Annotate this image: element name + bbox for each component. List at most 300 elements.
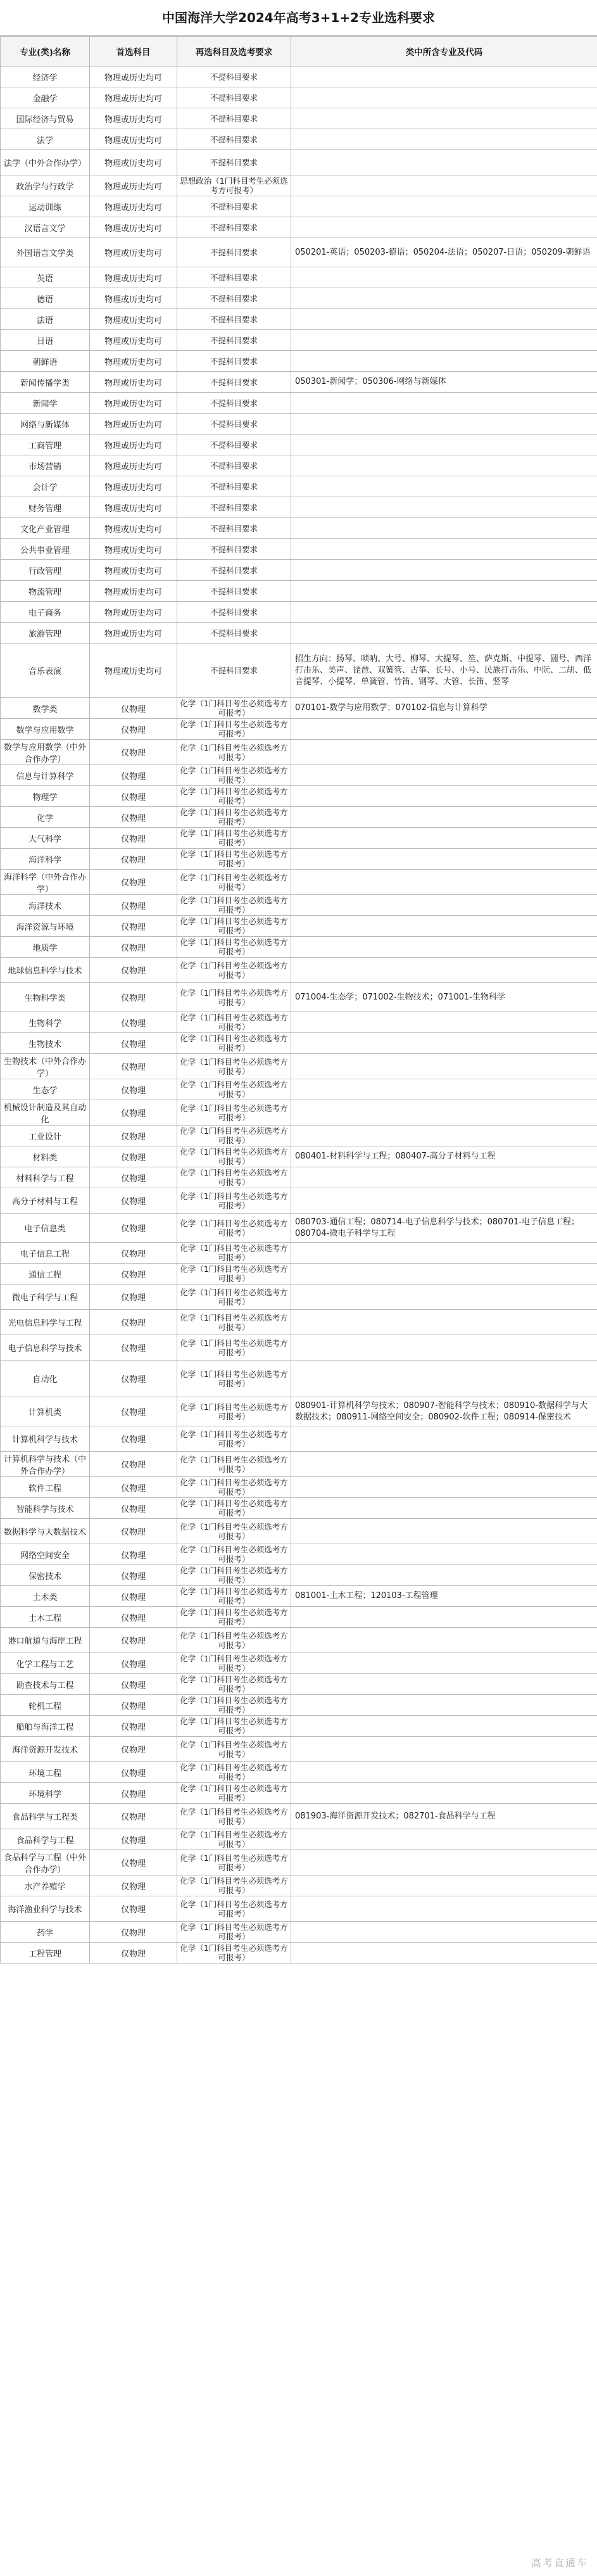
included-majors xyxy=(291,870,597,895)
first-subject: 物理或历史均可 xyxy=(90,267,177,288)
major-name: 旅游管理 xyxy=(1,623,90,644)
included-majors xyxy=(291,719,597,740)
first-subject: 仅物理 xyxy=(90,1519,177,1544)
major-name: 信息与计算科学 xyxy=(1,765,90,786)
first-subject: 仅物理 xyxy=(90,1426,177,1452)
included-majors xyxy=(291,807,597,828)
first-subject: 仅物理 xyxy=(90,1829,177,1850)
table-row xyxy=(1,1012,597,1033)
table-row xyxy=(1,644,597,698)
first-subject: 仅物理 xyxy=(90,916,177,937)
included-majors xyxy=(291,1361,597,1397)
table-row xyxy=(1,87,597,108)
second-subject-requirement: 不提科目要求 xyxy=(177,560,291,581)
first-subject: 仅物理 xyxy=(90,870,177,895)
second-subject-requirement: 化学（1门科目考生必须选考方可报考） xyxy=(177,895,291,916)
table-row xyxy=(1,1310,597,1335)
first-subject: 仅物理 xyxy=(90,1943,177,1964)
second-subject-requirement: 化学（1门科目考生必须选考方可报考） xyxy=(177,1519,291,1544)
included-majors xyxy=(291,267,597,288)
first-subject: 仅物理 xyxy=(90,1012,177,1033)
included-majors xyxy=(291,1737,597,1762)
requirements-table xyxy=(0,36,597,1964)
first-subject: 物理或历史均可 xyxy=(90,288,177,309)
major-name: 日语 xyxy=(1,330,90,351)
included-majors xyxy=(291,1452,597,1477)
second-subject-requirement: 化学（1门科目考生必须选考方可报考） xyxy=(177,1100,291,1126)
second-subject-requirement: 化学（1门科目考生必须选考方可报考） xyxy=(177,1397,291,1426)
included-majors xyxy=(291,1695,597,1716)
table-row xyxy=(1,560,597,581)
second-subject-requirement: 不提科目要求 xyxy=(177,67,291,87)
second-subject-requirement: 化学（1门科目考生必须选考方可报考） xyxy=(177,1285,291,1310)
major-name: 保密技术 xyxy=(1,1565,90,1586)
second-subject-requirement: 化学（1门科目考生必须选考方可报考） xyxy=(177,1653,291,1674)
watermark: 高考直通车 xyxy=(531,2557,588,2569)
major-name: 水产养殖学 xyxy=(1,1875,90,1896)
table-row xyxy=(1,1850,597,1875)
table-row xyxy=(1,1628,597,1653)
included-majors xyxy=(291,67,597,87)
included-majors xyxy=(291,1188,597,1214)
first-subject: 物理或历史均可 xyxy=(90,67,177,87)
table-row xyxy=(1,1167,597,1188)
included-majors xyxy=(291,1628,597,1653)
table-row xyxy=(1,1264,597,1285)
second-subject-requirement: 不提科目要求 xyxy=(177,602,291,623)
major-name: 土木工程 xyxy=(1,1607,90,1628)
major-name: 环境科学 xyxy=(1,1783,90,1804)
major-name: 高分子材料与工程 xyxy=(1,1188,90,1214)
included-majors xyxy=(291,1783,597,1804)
table-row xyxy=(1,1519,597,1544)
major-name: 工业设计 xyxy=(1,1126,90,1146)
table-row xyxy=(1,786,597,807)
table-row xyxy=(1,1335,597,1361)
second-subject-requirement: 化学（1门科目考生必须选考方可报考） xyxy=(177,870,291,895)
second-subject-requirement: 化学（1门科目考生必须选考方可报考） xyxy=(177,1695,291,1716)
major-name: 法语 xyxy=(1,309,90,330)
second-subject-requirement: 化学（1门科目考生必须选考方可报考） xyxy=(177,1674,291,1695)
included-majors xyxy=(291,497,597,518)
included-majors xyxy=(291,1054,597,1079)
table-row xyxy=(1,1829,597,1850)
table-row xyxy=(1,1762,597,1783)
first-subject: 仅物理 xyxy=(90,1126,177,1146)
first-subject: 仅物理 xyxy=(90,983,177,1012)
included-majors xyxy=(291,786,597,807)
major-name: 计算机类 xyxy=(1,1397,90,1426)
second-subject-requirement: 化学（1门科目考生必须选考方可报考） xyxy=(177,1737,291,1762)
included-majors xyxy=(291,765,597,786)
table-row xyxy=(1,150,597,175)
second-subject-requirement: 化学（1门科目考生必须选考方可报考） xyxy=(177,1607,291,1628)
second-subject-requirement: 化学（1门科目考生必须选考方可报考） xyxy=(177,1762,291,1783)
included-majors xyxy=(291,1829,597,1850)
table-row xyxy=(1,129,597,150)
major-name: 材料科学与工程 xyxy=(1,1167,90,1188)
first-subject: 物理或历史均可 xyxy=(90,581,177,602)
first-subject: 仅物理 xyxy=(90,1335,177,1361)
first-subject: 仅物理 xyxy=(90,1762,177,1783)
second-subject-requirement: 化学（1门科目考生必须选考方可报考） xyxy=(177,1875,291,1896)
table-row xyxy=(1,916,597,937)
first-subject: 物理或历史均可 xyxy=(90,393,177,414)
major-name: 食品科学与工程类 xyxy=(1,1804,90,1829)
first-subject: 仅物理 xyxy=(90,1653,177,1674)
second-subject-requirement: 不提科目要求 xyxy=(177,476,291,497)
second-subject-requirement: 不提科目要求 xyxy=(177,497,291,518)
second-subject-requirement: 不提科目要求 xyxy=(177,623,291,644)
table-row xyxy=(1,1054,597,1079)
major-name: 生物科学类 xyxy=(1,983,90,1012)
second-subject-requirement: 化学（1门科目考生必须选考方可报考） xyxy=(177,786,291,807)
table-row xyxy=(1,765,597,786)
first-subject: 仅物理 xyxy=(90,958,177,983)
included-majors xyxy=(291,849,597,870)
first-subject: 仅物理 xyxy=(90,1264,177,1285)
table-row xyxy=(1,828,597,849)
table-row xyxy=(1,1100,597,1126)
included-majors xyxy=(291,150,597,175)
table-row xyxy=(1,175,597,196)
major-name: 法学 xyxy=(1,129,90,150)
included-majors: 081903-海洋资源开发技术；082701-食品科学与工程 xyxy=(291,1804,597,1829)
major-name: 音乐表演 xyxy=(1,644,90,698)
second-subject-requirement: 化学（1门科目考生必须选考方可报考） xyxy=(177,1188,291,1214)
major-name: 外国语言文学类 xyxy=(1,238,90,267)
first-subject: 物理或历史均可 xyxy=(90,175,177,196)
included-majors xyxy=(291,129,597,150)
table-row xyxy=(1,1896,597,1922)
major-name: 计算机科学与技术 xyxy=(1,1426,90,1452)
major-name: 法学（中外合作办学） xyxy=(1,150,90,175)
table-row xyxy=(1,1214,597,1243)
major-name: 英语 xyxy=(1,267,90,288)
major-name: 食品科学与工程 xyxy=(1,1829,90,1850)
first-subject: 仅物理 xyxy=(90,849,177,870)
first-subject: 仅物理 xyxy=(90,1167,177,1188)
second-subject-requirement: 不提科目要求 xyxy=(177,288,291,309)
table-row xyxy=(1,1804,597,1829)
included-majors xyxy=(291,455,597,476)
second-subject-requirement: 化学（1门科目考生必须选考方可报考） xyxy=(177,1012,291,1033)
second-subject-requirement: 化学（1门科目考生必须选考方可报考） xyxy=(177,1079,291,1100)
table-row xyxy=(1,719,597,740)
second-subject-requirement: 化学（1门科目考生必须选考方可报考） xyxy=(177,1628,291,1653)
first-subject: 仅物理 xyxy=(90,1243,177,1264)
second-subject-requirement: 化学（1门科目考生必须选考方可报考） xyxy=(177,1243,291,1264)
second-subject-requirement: 化学（1门科目考生必须选考方可报考） xyxy=(177,1544,291,1565)
second-subject-requirement: 化学（1门科目考生必须选考方可报考） xyxy=(177,1716,291,1737)
included-majors xyxy=(291,1762,597,1783)
table-row xyxy=(1,1737,597,1762)
table-row xyxy=(1,497,597,518)
included-majors xyxy=(291,351,597,372)
table-row xyxy=(1,330,597,351)
second-subject-requirement: 化学（1门科目考生必须选考方可报考） xyxy=(177,1477,291,1498)
first-subject: 仅物理 xyxy=(90,1498,177,1519)
table-row xyxy=(1,1695,597,1716)
table-row xyxy=(1,351,597,372)
first-subject: 物理或历史均可 xyxy=(90,476,177,497)
major-name: 电子信息类 xyxy=(1,1214,90,1243)
major-name: 网络与新媒体 xyxy=(1,414,90,435)
second-subject-requirement: 不提科目要求 xyxy=(177,238,291,267)
major-name: 新闻传播学类 xyxy=(1,372,90,393)
first-subject: 仅物理 xyxy=(90,1477,177,1498)
included-majors xyxy=(291,1310,597,1335)
second-subject-requirement: 化学（1门科目考生必须选考方可报考） xyxy=(177,828,291,849)
first-subject: 仅物理 xyxy=(90,719,177,740)
major-name: 网络空间安全 xyxy=(1,1544,90,1565)
second-subject-requirement: 化学（1门科目考生必须选考方可报考） xyxy=(177,1167,291,1188)
major-name: 物流管理 xyxy=(1,581,90,602)
table-row xyxy=(1,1674,597,1695)
included-majors xyxy=(291,1167,597,1188)
major-name: 工程管理 xyxy=(1,1943,90,1964)
second-subject-requirement: 化学（1门科目考生必须选考方可报考） xyxy=(177,765,291,786)
first-subject: 物理或历史均可 xyxy=(90,414,177,435)
table-row xyxy=(1,238,597,267)
first-subject: 物理或历史均可 xyxy=(90,108,177,129)
major-name: 光电信息科学与工程 xyxy=(1,1310,90,1335)
included-majors xyxy=(291,539,597,560)
second-subject-requirement: 化学（1门科目考生必须选考方可报考） xyxy=(177,1922,291,1943)
major-name: 微电子科学与工程 xyxy=(1,1285,90,1310)
included-majors xyxy=(291,476,597,497)
first-subject: 仅物理 xyxy=(90,1850,177,1875)
included-majors xyxy=(291,309,597,330)
major-name: 电子商务 xyxy=(1,602,90,623)
second-subject-requirement: 不提科目要求 xyxy=(177,150,291,175)
included-majors xyxy=(291,1943,597,1964)
included-majors xyxy=(291,1875,597,1896)
second-subject-requirement: 化学（1门科目考生必须选考方可报考） xyxy=(177,983,291,1012)
table-row xyxy=(1,108,597,129)
first-subject: 物理或历史均可 xyxy=(90,87,177,108)
second-subject-requirement: 化学（1门科目考生必须选考方可报考） xyxy=(177,1783,291,1804)
first-subject: 物理或历史均可 xyxy=(90,435,177,455)
included-majors xyxy=(291,414,597,435)
included-majors xyxy=(291,288,597,309)
included-majors xyxy=(291,1519,597,1544)
major-name: 土木类 xyxy=(1,1586,90,1607)
included-majors: 071004-生态学；071002-生物技术；071001-生物科学 xyxy=(291,983,597,1012)
included-majors xyxy=(291,1565,597,1586)
included-majors xyxy=(291,1850,597,1875)
included-majors: 080703-通信工程；080714-电子信息科学与技术；080701-电子信息工程；080704-微电子科学与工程 xyxy=(291,1214,597,1243)
first-subject: 仅物理 xyxy=(90,807,177,828)
second-subject-requirement: 化学（1门科目考生必须选考方可报考） xyxy=(177,1850,291,1875)
table-row xyxy=(1,1716,597,1737)
first-subject: 仅物理 xyxy=(90,895,177,916)
second-subject-requirement: 不提科目要求 xyxy=(177,351,291,372)
major-name: 药学 xyxy=(1,1922,90,1943)
major-name: 智能科学与技术 xyxy=(1,1498,90,1519)
major-name: 生物技术（中外合作办学） xyxy=(1,1054,90,1079)
second-subject-requirement: 化学（1门科目考生必须选考方可报考） xyxy=(177,698,291,719)
table-row xyxy=(1,983,597,1012)
table-row xyxy=(1,1188,597,1214)
second-subject-requirement: 化学（1门科目考生必须选考方可报考） xyxy=(177,937,291,958)
first-subject: 仅物理 xyxy=(90,1285,177,1310)
included-majors xyxy=(291,1498,597,1519)
first-subject: 仅物理 xyxy=(90,1628,177,1653)
included-majors xyxy=(291,87,597,108)
table-row xyxy=(1,217,597,238)
first-subject: 仅物理 xyxy=(90,765,177,786)
second-subject-requirement: 化学（1门科目考生必须选考方可报考） xyxy=(177,1426,291,1452)
major-name: 公共事业管理 xyxy=(1,539,90,560)
second-subject-requirement: 化学（1门科目考生必须选考方可报考） xyxy=(177,1214,291,1243)
table-row xyxy=(1,849,597,870)
included-majors xyxy=(291,895,597,916)
table-row xyxy=(1,1875,597,1896)
major-name: 物理学 xyxy=(1,786,90,807)
included-majors xyxy=(291,1922,597,1943)
second-subject-requirement: 不提科目要求 xyxy=(177,393,291,414)
major-name: 海洋技术 xyxy=(1,895,90,916)
first-subject: 仅物理 xyxy=(90,937,177,958)
table-row xyxy=(1,1243,597,1264)
included-majors xyxy=(291,518,597,539)
included-majors: 050201-英语；050203-德语；050204-法语；050207-日语；050209-朝鲜语 xyxy=(291,238,597,267)
major-name: 数据科学与大数据技术 xyxy=(1,1519,90,1544)
included-majors xyxy=(291,828,597,849)
major-name: 国际经济与贸易 xyxy=(1,108,90,129)
major-name: 生态学 xyxy=(1,1079,90,1100)
included-majors xyxy=(291,1607,597,1628)
included-majors xyxy=(291,916,597,937)
first-subject: 物理或历史均可 xyxy=(90,518,177,539)
included-majors xyxy=(291,958,597,983)
first-subject: 物理或历史均可 xyxy=(90,238,177,267)
table-row xyxy=(1,1146,597,1167)
first-subject: 仅物理 xyxy=(90,1188,177,1214)
first-subject: 物理或历史均可 xyxy=(90,623,177,644)
included-majors xyxy=(291,1896,597,1922)
included-majors xyxy=(291,1285,597,1310)
table-row xyxy=(1,1922,597,1943)
included-majors xyxy=(291,1033,597,1054)
major-name: 运动训练 xyxy=(1,196,90,217)
included-majors xyxy=(291,108,597,129)
included-majors xyxy=(291,1126,597,1146)
first-subject: 仅物理 xyxy=(90,1804,177,1829)
first-subject: 物理或历史均可 xyxy=(90,497,177,518)
first-subject: 仅物理 xyxy=(90,828,177,849)
second-subject-requirement: 不提科目要求 xyxy=(177,309,291,330)
table-row xyxy=(1,1498,597,1519)
second-subject-requirement: 思想政治（1门科目考生必须选考方可报考） xyxy=(177,175,291,196)
second-subject-requirement: 不提科目要求 xyxy=(177,267,291,288)
second-subject-requirement: 不提科目要求 xyxy=(177,414,291,435)
included-majors xyxy=(291,581,597,602)
second-subject-requirement: 化学（1门科目考生必须选考方可报考） xyxy=(177,1310,291,1335)
included-majors xyxy=(291,1243,597,1264)
table-row xyxy=(1,698,597,719)
first-subject: 物理或历史均可 xyxy=(90,560,177,581)
first-subject: 仅物理 xyxy=(90,1054,177,1079)
second-subject-requirement: 化学（1门科目考生必须选考方可报考） xyxy=(177,958,291,983)
major-name: 食品科学与工程（中外合作办学） xyxy=(1,1850,90,1875)
table-row xyxy=(1,1361,597,1397)
first-subject: 仅物理 xyxy=(90,1695,177,1716)
major-name: 工商管理 xyxy=(1,435,90,455)
table-row xyxy=(1,455,597,476)
second-subject-requirement: 化学（1门科目考生必须选考方可报考） xyxy=(177,1896,291,1922)
first-subject: 仅物理 xyxy=(90,1452,177,1477)
first-subject: 物理或历史均可 xyxy=(90,602,177,623)
second-subject-requirement: 不提科目要求 xyxy=(177,539,291,560)
page-title: 中国海洋大学2024年高考3+1+2专业选科要求 xyxy=(0,0,597,36)
table-row xyxy=(1,539,597,560)
second-subject-requirement: 化学（1门科目考生必须选考方可报考） xyxy=(177,1126,291,1146)
second-subject-requirement: 化学（1门科目考生必须选考方可报考） xyxy=(177,1033,291,1054)
table-row xyxy=(1,895,597,916)
table-row xyxy=(1,1285,597,1310)
major-name: 海洋渔业科学与技术 xyxy=(1,1896,90,1922)
first-subject: 仅物理 xyxy=(90,1146,177,1167)
major-name: 环境工程 xyxy=(1,1762,90,1783)
major-name: 材料类 xyxy=(1,1146,90,1167)
header-first-subject: 首选科目 xyxy=(90,37,177,67)
included-majors xyxy=(291,623,597,644)
table-row xyxy=(1,1033,597,1054)
major-name: 化学 xyxy=(1,807,90,828)
first-subject: 仅物理 xyxy=(90,1674,177,1695)
included-majors xyxy=(291,1653,597,1674)
included-majors xyxy=(291,1100,597,1126)
first-subject: 物理或历史均可 xyxy=(90,150,177,175)
first-subject: 仅物理 xyxy=(90,698,177,719)
table-row xyxy=(1,1586,597,1607)
table-row xyxy=(1,740,597,765)
included-majors: 080901-计算机科学与技术；080907-智能科学与技术；080910-数据科学与大数据技术；080911-网络空间安全；080902-软件工程；080914-保密技术 xyxy=(291,1397,597,1426)
second-subject-requirement: 化学（1门科目考生必须选考方可报考） xyxy=(177,1829,291,1850)
second-subject-requirement: 化学（1门科目考生必须选考方可报考） xyxy=(177,1452,291,1477)
second-subject-requirement: 化学（1门科目考生必须选考方可报考） xyxy=(177,916,291,937)
table-row xyxy=(1,1079,597,1100)
table-row xyxy=(1,623,597,644)
included-majors xyxy=(291,1716,597,1737)
major-name: 海洋资源与环境 xyxy=(1,916,90,937)
major-name: 通信工程 xyxy=(1,1264,90,1285)
major-name: 文化产业管理 xyxy=(1,518,90,539)
included-majors xyxy=(291,1426,597,1452)
table-row xyxy=(1,1452,597,1477)
major-name: 海洋科学（中外合作办学） xyxy=(1,870,90,895)
first-subject: 仅物理 xyxy=(90,1544,177,1565)
table-row xyxy=(1,870,597,895)
table-row xyxy=(1,1783,597,1804)
first-subject: 仅物理 xyxy=(90,1397,177,1426)
table-row xyxy=(1,267,597,288)
first-subject: 物理或历史均可 xyxy=(90,196,177,217)
included-majors xyxy=(291,175,597,196)
table-row xyxy=(1,67,597,87)
second-subject-requirement: 化学（1门科目考生必须选考方可报考） xyxy=(177,1565,291,1586)
table-row xyxy=(1,1943,597,1964)
first-subject: 仅物理 xyxy=(90,1607,177,1628)
included-majors xyxy=(291,435,597,455)
major-name: 电子信息工程 xyxy=(1,1243,90,1264)
header-second-subject: 再选科目及选考要求 xyxy=(177,37,291,67)
first-subject: 物理或历史均可 xyxy=(90,455,177,476)
second-subject-requirement: 化学（1门科目考生必须选考方可报考） xyxy=(177,1586,291,1607)
major-name: 自动化 xyxy=(1,1361,90,1397)
